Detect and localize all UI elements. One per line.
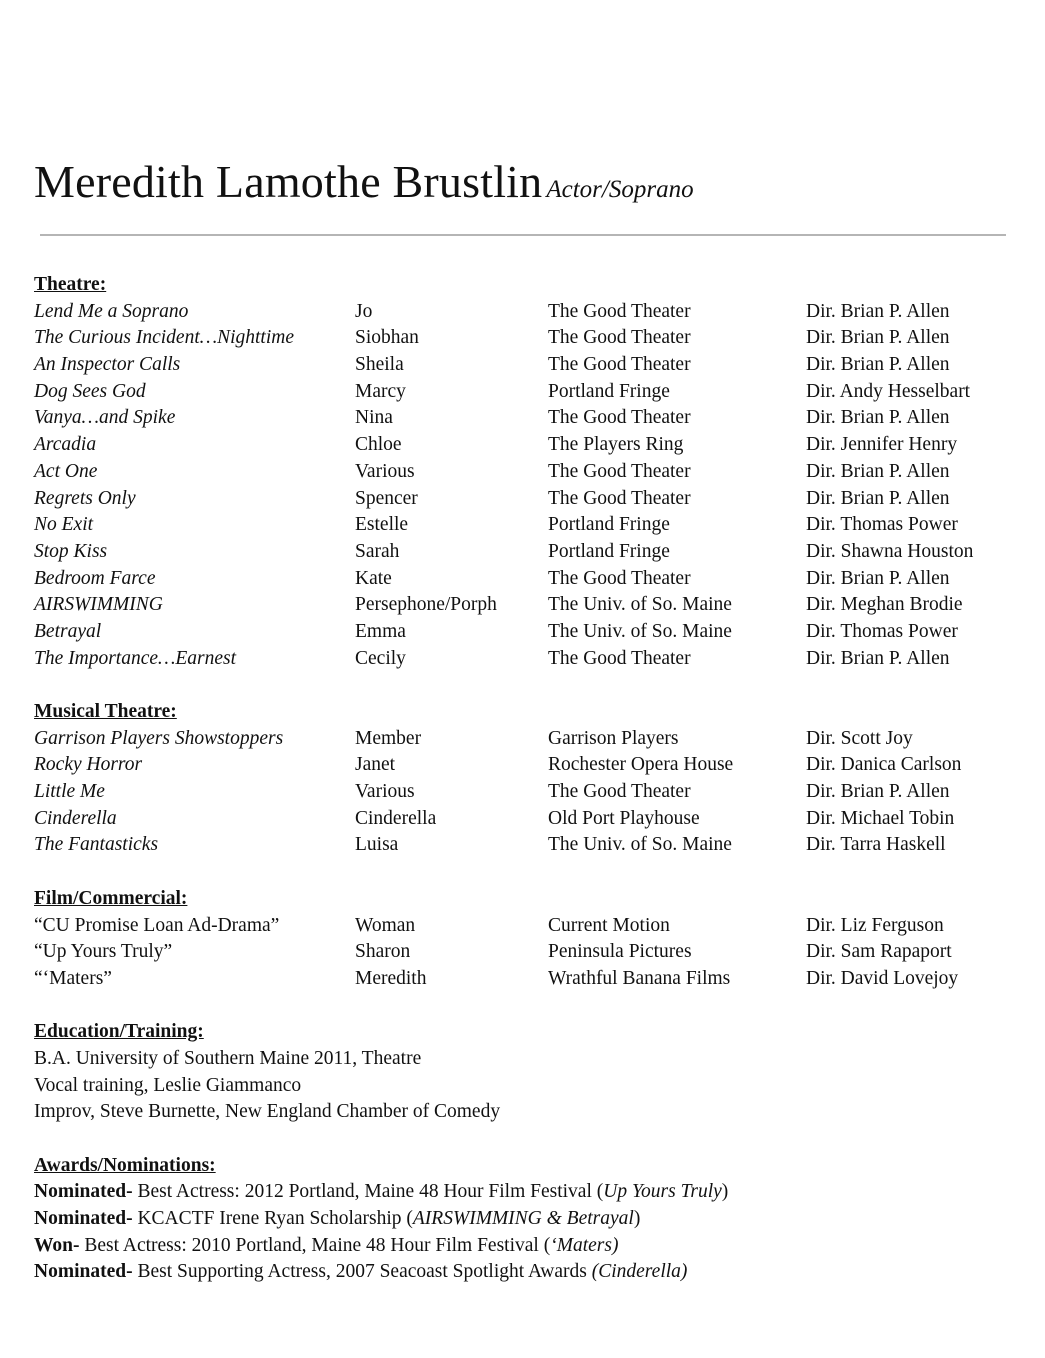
- award-item: [34, 1233, 1014, 1260]
- credit-venue: Portland Fringe: [548, 380, 670, 402]
- education-line: B.A. University of Southern Maine 2011, Theatre: [34, 1047, 422, 1069]
- credit-venue: The Univ. of So. Maine: [548, 620, 732, 642]
- credit-row: [34, 752, 1014, 779]
- credit-role: Marcy: [355, 380, 406, 402]
- credit-director: Dir. Brian P. Allen: [806, 460, 950, 482]
- credit-role: Siobhan: [355, 327, 419, 349]
- credit-row: [34, 405, 1014, 432]
- credit-role: Jo: [355, 300, 373, 322]
- credit-director: Dir. Andy Hesselbart: [806, 380, 971, 402]
- section-title-film: Film/Commercial:: [34, 887, 188, 909]
- credit-role: Cecily: [355, 647, 406, 669]
- award-label: Nominated-: [34, 1261, 133, 1283]
- credit-role: Luisa: [355, 834, 399, 856]
- credit-venue: Garrison Players: [548, 727, 679, 749]
- award-work: Up Yours Truly: [603, 1181, 722, 1203]
- credit-venue: The Good Theater: [548, 487, 691, 509]
- credit-title: Vanya…and Spike: [34, 407, 176, 429]
- credit-row: [34, 646, 1014, 673]
- credit-title: “Up Yours Truly”: [34, 941, 173, 963]
- credit-venue: Peninsula Pictures: [548, 941, 692, 963]
- film-credits: [34, 913, 1014, 993]
- credit-director: Dir. Sam Rapaport: [806, 941, 952, 963]
- education-line: Vocal training, Leslie Giammanco: [34, 1074, 302, 1096]
- musical-section: [34, 699, 1014, 859]
- film-section: [34, 886, 1014, 993]
- credit-venue: The Univ. of So. Maine: [548, 834, 732, 856]
- credit-venue: Portland Fringe: [548, 514, 670, 536]
- education-line: Improv, Steve Burnette, New England Chamber of Comedy: [34, 1101, 501, 1123]
- credit-role: Meredith: [355, 967, 427, 989]
- credit-row: [34, 726, 1014, 753]
- award-work: ‘Maters): [550, 1234, 619, 1256]
- award-item: [34, 1259, 1014, 1286]
- credit-director: Dir. Brian P. Allen: [806, 327, 950, 349]
- credit-director: Dir. Brian P. Allen: [806, 567, 950, 589]
- credit-title: Betrayal: [34, 620, 102, 642]
- credit-row: [34, 779, 1014, 806]
- award-text: KCACTF Irene Ryan Scholarship (: [132, 1208, 413, 1230]
- credit-director: Dir. Thomas Power: [806, 514, 958, 536]
- credit-title: Cinderella: [34, 807, 117, 829]
- credit-venue: The Univ. of So. Maine: [548, 594, 732, 616]
- credit-row: [34, 619, 1014, 646]
- award-text: Best Supporting Actress, 2007 Seacoast Spotlight Awards: [132, 1261, 592, 1283]
- credit-row: [34, 806, 1014, 833]
- credit-role: Cinderella: [355, 807, 437, 829]
- credit-director: Dir. Tarra Haskell: [806, 834, 946, 856]
- credit-role: Various: [355, 460, 415, 482]
- credit-role: Chloe: [355, 434, 402, 456]
- credit-row: [34, 486, 1014, 513]
- theatre-credits: [34, 299, 1014, 673]
- credit-director: Dir. Brian P. Allen: [806, 407, 950, 429]
- credit-director: Dir. Jennifer Henry: [806, 434, 958, 456]
- credit-venue: The Good Theater: [548, 567, 691, 589]
- credit-director: Dir. David Lovejoy: [806, 967, 959, 989]
- credit-role: Nina: [355, 407, 393, 429]
- credit-venue: Current Motion: [548, 914, 670, 936]
- credit-venue: The Good Theater: [548, 327, 691, 349]
- credit-venue: The Players Ring: [548, 434, 684, 456]
- credit-title: An Inspector Calls: [34, 354, 181, 376]
- credit-role: Estelle: [355, 514, 409, 536]
- credit-row: [34, 592, 1014, 619]
- award-label: Won-: [34, 1234, 80, 1256]
- credit-role: Spencer: [355, 487, 418, 509]
- credit-venue: The Good Theater: [548, 647, 691, 669]
- credit-title: “‘Maters”: [34, 967, 112, 989]
- credit-title: Regrets Only: [34, 487, 136, 509]
- credit-director: Dir. Shawna Houston: [806, 540, 974, 562]
- award-item: [34, 1179, 1014, 1206]
- credit-director: Dir. Brian P. Allen: [806, 354, 950, 376]
- credit-title: Rocky Horror: [34, 754, 143, 776]
- credit-venue: Old Port Playhouse: [548, 807, 700, 829]
- credit-title: Dog Sees God: [34, 380, 146, 402]
- credit-director: Dir. Liz Ferguson: [806, 914, 944, 936]
- credit-director: Dir. Danica Carlson: [806, 754, 962, 776]
- credit-role: Sheila: [355, 354, 404, 376]
- credit-venue: Rochester Opera House: [548, 754, 734, 776]
- credit-row: [34, 966, 1014, 993]
- credit-title: Lend Me a Soprano: [34, 300, 189, 322]
- credit-title: Arcadia: [34, 434, 97, 456]
- credit-title: Garrison Players Showstoppers: [34, 727, 284, 749]
- credit-row: [34, 913, 1014, 940]
- credit-director: Dir. Scott Joy: [806, 727, 913, 749]
- credit-row: [34, 539, 1014, 566]
- award-label: Nominated-: [34, 1208, 133, 1230]
- award-work: AIRSWIMMING & Betrayal: [412, 1208, 634, 1230]
- credit-title: AIRSWIMMING: [34, 594, 163, 616]
- credit-director: Dir. Brian P. Allen: [806, 300, 950, 322]
- section-title-awards: Awards/Nominations:: [34, 1154, 216, 1176]
- credit-title: The Fantasticks: [34, 834, 159, 856]
- credit-venue: The Good Theater: [548, 781, 691, 803]
- credit-row: [34, 432, 1014, 459]
- credit-role: Emma: [355, 620, 406, 642]
- credit-title: Bedroom Farce: [34, 567, 156, 589]
- award-tail: ): [633, 1208, 641, 1230]
- credit-title: “CU Promise Loan Ad-Drama”: [34, 914, 280, 936]
- award-work: (Cinderella): [591, 1261, 688, 1283]
- section-title-education: Education/Training:: [34, 1021, 204, 1043]
- credit-row: [34, 299, 1014, 326]
- resume-content: [34, 272, 1014, 1313]
- credit-venue: Portland Fringe: [548, 540, 670, 562]
- credit-title: The Curious Incident…Nighttime: [34, 327, 294, 349]
- credit-role: Kate: [355, 567, 392, 589]
- credit-title: Stop Kiss: [34, 540, 108, 562]
- award-label: Nominated-: [34, 1181, 133, 1203]
- credit-venue: The Good Theater: [548, 460, 691, 482]
- header-divider: [40, 234, 1006, 236]
- performer-subtitle: Actor/Soprano: [546, 176, 694, 203]
- performer-name: Meredith Lamothe Brustlin: [34, 156, 543, 207]
- credit-row: [34, 832, 1014, 859]
- credit-role: Janet: [355, 754, 396, 776]
- credit-director: Dir. Meghan Brodie: [806, 594, 963, 616]
- education-section: [34, 1019, 1014, 1126]
- award-text: Best Actress: 2012 Portland, Maine 48 Hour Film Festival (: [132, 1181, 604, 1203]
- credit-row: [34, 512, 1014, 539]
- credit-director: Dir. Brian P. Allen: [806, 647, 950, 669]
- awards-section: [34, 1153, 1014, 1286]
- musical-credits: [34, 726, 1014, 859]
- credit-venue: Wrathful Banana Films: [548, 967, 731, 989]
- credit-venue: The Good Theater: [548, 354, 691, 376]
- credit-role: Sarah: [355, 540, 400, 562]
- credit-row: [34, 352, 1014, 379]
- credit-role: Sharon: [355, 941, 411, 963]
- credit-director: Dir. Thomas Power: [806, 620, 958, 642]
- section-title-musical: Musical Theatre:: [34, 701, 177, 722]
- credit-role: Member: [355, 727, 422, 749]
- resume-header: [34, 155, 694, 208]
- credit-row: [34, 939, 1014, 966]
- credit-venue: The Good Theater: [548, 407, 691, 429]
- credit-row: [34, 379, 1014, 406]
- credit-row: [34, 459, 1014, 486]
- credit-director: Dir. Brian P. Allen: [806, 487, 950, 509]
- section-title-theatre: Theatre:: [34, 274, 107, 295]
- theatre-section: [34, 272, 1014, 672]
- credit-director: Dir. Brian P. Allen: [806, 781, 950, 803]
- award-item: [34, 1206, 1014, 1233]
- credit-role: Woman: [355, 914, 416, 936]
- credit-title: Little Me: [34, 781, 105, 803]
- credit-role: Various: [355, 781, 415, 803]
- award-text: Best Actress: 2010 Portland, Maine 48 Hour Film Festival (: [79, 1234, 551, 1256]
- credit-role: Persephone/Porph: [355, 594, 497, 616]
- award-tail: ): [721, 1181, 729, 1203]
- credit-row: [34, 325, 1014, 352]
- credit-title: No Exit: [34, 514, 94, 536]
- credit-title: The Importance…Earnest: [34, 647, 237, 669]
- credit-director: Dir. Michael Tobin: [806, 807, 955, 829]
- credit-row: [34, 566, 1014, 593]
- credit-title: Act One: [34, 460, 98, 482]
- credit-venue: The Good Theater: [548, 300, 691, 322]
